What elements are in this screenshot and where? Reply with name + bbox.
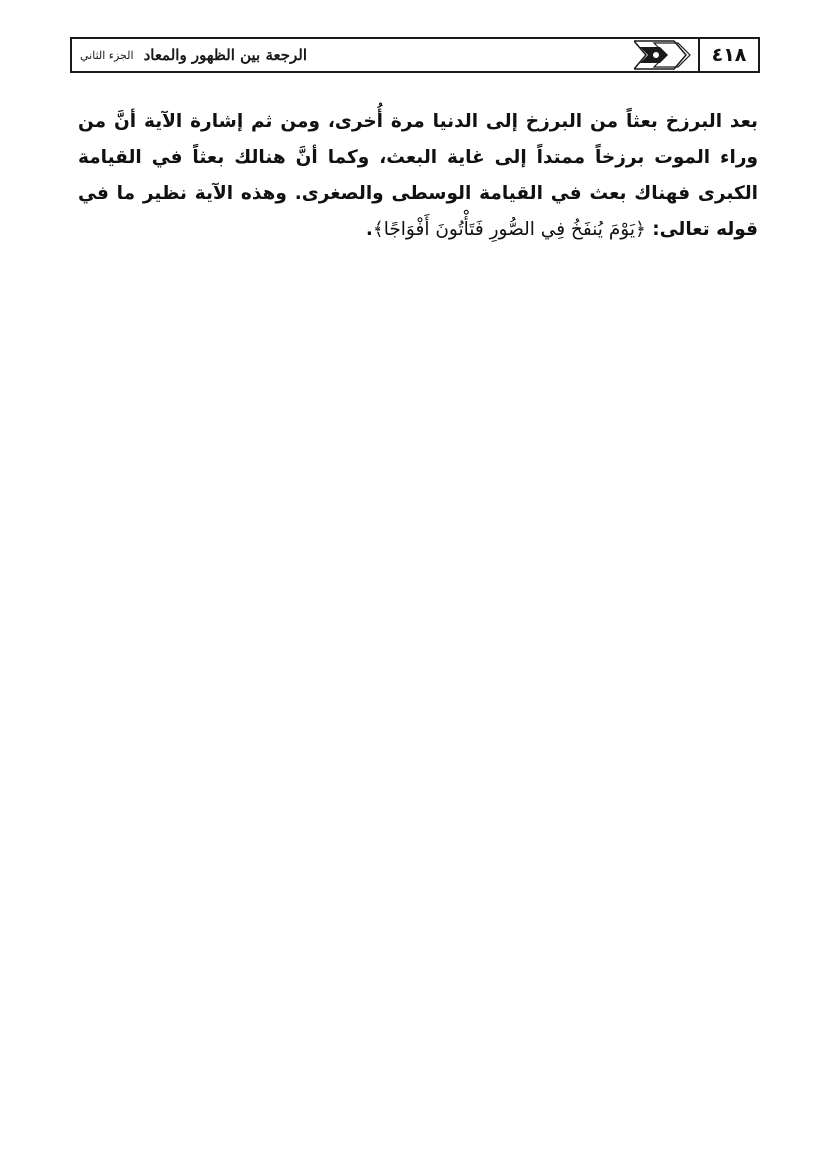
- book-title-text: الرجعة بين الظهور والمعاد: [143, 46, 308, 64]
- running-header: [70, 37, 760, 73]
- body-paragraph: [78, 104, 758, 248]
- ornament-icon: [634, 39, 700, 71]
- paragraph-text: بعد البرزخ بعثاً من البرزخ إلى الدنيا مرة أُخرى، ومن ثم إشارة الآية أنَّ من وراء الموت برزخاً ممتداً إلى غاية البعث، وكما أنَّ هنالك بعثاً في القيامة الكبرى فهناك بعث في القيامة الوسطى والصغرى. وهذه الآية نظير ما في قوله تعالى:: [78, 111, 758, 240]
- book-title: [80, 39, 380, 71]
- page-number: ٤١٨: [698, 39, 758, 71]
- quran-verse: ﴿يَوْمَ يُنفَخُ فِي الصُّورِ فَتَأْتُونَ أَفْوَاجًا﴾: [372, 219, 646, 240]
- volume-label: الجزء الثاني: [80, 48, 134, 62]
- paragraph-end: .: [365, 219, 373, 240]
